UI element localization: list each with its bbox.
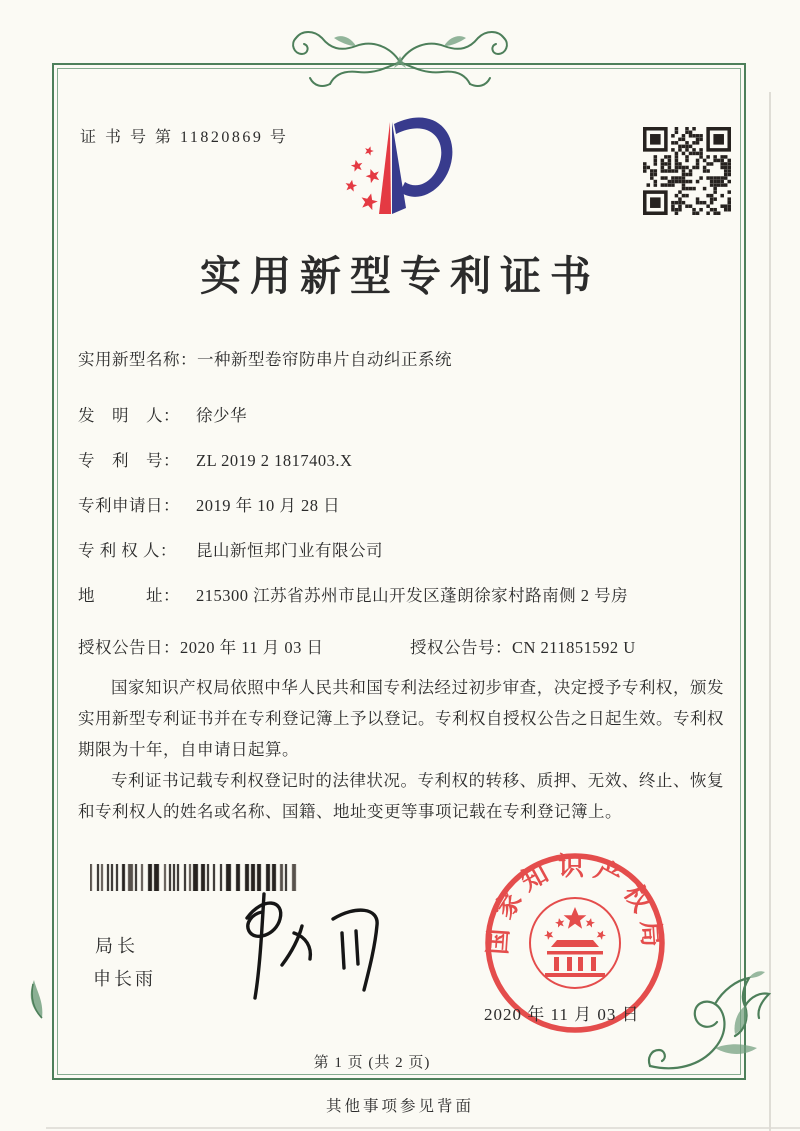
field-label: 专 利 权 人：: [78, 541, 177, 560]
seal-arc-text: 国家知识产权局: [483, 851, 667, 956]
page-indicator: 第 1 页 (共 2 页): [313, 1055, 431, 1071]
back-side-note: 其他事项参见背面: [325, 1098, 474, 1115]
field-row-filing-date: [78, 492, 340, 516]
national-emblem-icon: [530, 898, 620, 988]
field-value: ZL 2019 2 1817403.X: [196, 451, 353, 470]
field-row-grant: [78, 634, 728, 658]
field-label: 地 址：: [78, 586, 180, 605]
field-value: 徐少华: [196, 406, 247, 425]
cnipa-logo-icon: [338, 112, 470, 224]
grant-number-value: CN 211851592 U: [512, 638, 636, 657]
field-value: 215300 江苏省苏州市昆山开发区蓬朗徐家村路南侧 2 号房: [196, 586, 629, 605]
field-label: 专 利 号：: [78, 451, 180, 470]
field-label: 专利申请日：: [78, 496, 180, 515]
signature: [205, 888, 410, 1002]
paper-edge: [46, 1127, 800, 1129]
field-row-address: [78, 582, 628, 606]
legal-paragraph: 国家知识产权局依照中华人民共和国专利法经过初步审查，决定授予专利权，颁发实用新型专利证书并在专利登记簿上予以登记。专利权自授权公告之日起生效。专利权期限为十年，自申请日起算。: [78, 678, 724, 759]
field-value: 一种新型卷帘防串片自动纠正系统: [197, 350, 452, 369]
barcode: [90, 864, 297, 891]
officer-title: 局长: [95, 936, 139, 956]
field-row-inventor: [78, 402, 247, 426]
grant-date-label: 授权公告日：: [78, 638, 180, 657]
certificate-title: 实用新型专利证书: [200, 253, 600, 299]
grant-date-value: 2020 年 11 月 03 日: [180, 638, 324, 657]
field-row-invention-name: [78, 346, 452, 370]
grant-number-label: 授权公告号：: [410, 638, 512, 657]
legal-paragraph: 专利证书记载专利权登记时的法律状况。专利权的转移、质押、无效、终止、恢复和专利权人的姓名或名称、国籍、地址变更等事项记载在专利登记簿上。: [78, 771, 724, 821]
field-value: 2019 年 10 月 28 日: [196, 496, 341, 515]
legal-text: [78, 672, 724, 827]
field-label: 实用新型名称：: [78, 350, 197, 369]
qr-code: [643, 127, 731, 215]
border-ornament-left-icon: [20, 976, 48, 1020]
officer-name: 申长雨: [93, 969, 156, 989]
field-row-patentee: [78, 537, 383, 561]
field-label: 发 明 人：: [78, 406, 180, 425]
certificate-number: 证 书 号 第 11820869 号: [80, 129, 289, 146]
field-row-patent-number: [78, 447, 352, 471]
field-value: 昆山新恒邦门业有限公司: [196, 541, 383, 560]
seal-date: 2020 年 11 月 03 日: [484, 1005, 640, 1024]
